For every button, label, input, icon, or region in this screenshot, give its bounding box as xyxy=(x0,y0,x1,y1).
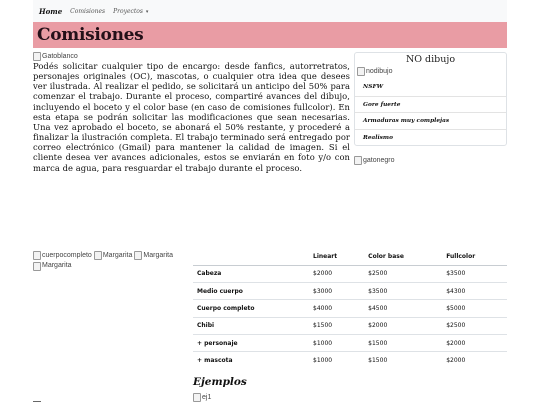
divider xyxy=(33,401,41,402)
nav-proyectos-dropdown[interactable] xyxy=(113,8,148,15)
gallery-image: cuerpocompleto xyxy=(33,251,92,261)
no-dibujo-card xyxy=(354,52,507,146)
price-cell: $2500 xyxy=(364,265,442,282)
table-row xyxy=(193,334,507,351)
column-header: Lineart xyxy=(309,248,364,265)
price-cell: $3500 xyxy=(442,265,507,282)
price-cell: $2000 xyxy=(442,334,507,351)
price-cell: $2000 xyxy=(442,352,507,369)
list-item: Realismo xyxy=(355,129,506,146)
gallery-image: Margarita xyxy=(94,251,133,261)
price-cell: $1000 xyxy=(309,334,364,351)
price-cell: $4300 xyxy=(442,283,507,300)
price-cell: $3500 xyxy=(364,283,442,300)
price-cell: $4500 xyxy=(364,300,442,317)
example-image: ej1 xyxy=(193,393,211,402)
gatoblanco-image: Gatoblanco xyxy=(33,52,78,61)
examples-heading: Ejemplos xyxy=(193,376,247,388)
price-cell: $1500 xyxy=(309,317,364,334)
column-header xyxy=(193,248,309,265)
nav-proyectos-label: Proyectos xyxy=(113,7,143,15)
price-table xyxy=(193,248,507,369)
price-cell: $2500 xyxy=(442,317,507,334)
table-row xyxy=(193,352,507,369)
table-row xyxy=(193,317,507,334)
gallery-image: Margarita xyxy=(33,261,72,271)
nav-comisiones-link[interactable]: Comisiones xyxy=(70,7,106,15)
no-dibujo-list xyxy=(355,79,506,145)
gallery-image: Margarita xyxy=(134,251,173,261)
nav-home-link[interactable]: Home xyxy=(39,6,63,16)
row-label: Chibi xyxy=(193,317,309,334)
page-title: Comisiones xyxy=(37,25,144,45)
row-label: + personaje xyxy=(193,334,309,351)
table-row xyxy=(193,283,507,300)
row-label: Medio cuerpo xyxy=(193,283,309,300)
table-header-row xyxy=(193,248,507,265)
price-cell: $3000 xyxy=(309,283,364,300)
image-gallery xyxy=(33,250,193,271)
chevron-down-icon: ▾ xyxy=(145,8,149,15)
price-cell: $4000 xyxy=(309,300,364,317)
price-cell: $5000 xyxy=(442,300,507,317)
price-cell: $2000 xyxy=(364,317,442,334)
page-banner xyxy=(33,22,507,48)
row-label: Cuerpo completo xyxy=(193,300,309,317)
table-row xyxy=(193,265,507,282)
list-item: Armaduras muy complejas xyxy=(355,112,506,129)
nodibujo-image: nodibujo xyxy=(357,67,392,76)
row-label: Cabeza xyxy=(193,265,309,282)
price-cell: $2000 xyxy=(309,265,364,282)
row-label: + mascota xyxy=(193,352,309,369)
column-header: Color base xyxy=(364,248,442,265)
gatonegro-image: gatonegro xyxy=(354,156,395,165)
list-item: NSFW xyxy=(363,84,384,90)
intro-paragraph: Podés solicitar cualquier tipo de encargo: desde fanfics, autorretratos, personajes originales (OC), mascotas, o cualquier otra idea que desees ver ilustrada. Al realizar el pedido, se solicitará un anticipo del 50% para comenzar el trabajo. Durante el proceso, compartiré avances del dibujo, incluyendo el boceto y el color base (en caso de comisiones fullcolor). En esta etapa se podrán solicitar las modificaciones que sean necesarias. Una vez aprobado el boceto, se abonará el 50% restante, y procederé a finalizar la ilustración completa. El trabajo terminado será entregado por correo electrónico (Gmail) para mantener la calidad de imagen. Si el cliente desea ver avances adicionales, estos se enviarán en foto y/o con marca de agua, para resguardar el trabajo durante el proceso. xyxy=(33,61,350,173)
navbar xyxy=(33,0,507,22)
price-cell: $1000 xyxy=(309,352,364,369)
price-cell: $1500 xyxy=(364,334,442,351)
table-row xyxy=(193,300,507,317)
price-cell: $1500 xyxy=(364,352,442,369)
no-dibujo-title: NO dibujo xyxy=(405,54,456,65)
column-header: Fullcolor xyxy=(442,248,507,265)
list-item: Gore fuerte xyxy=(355,96,506,113)
